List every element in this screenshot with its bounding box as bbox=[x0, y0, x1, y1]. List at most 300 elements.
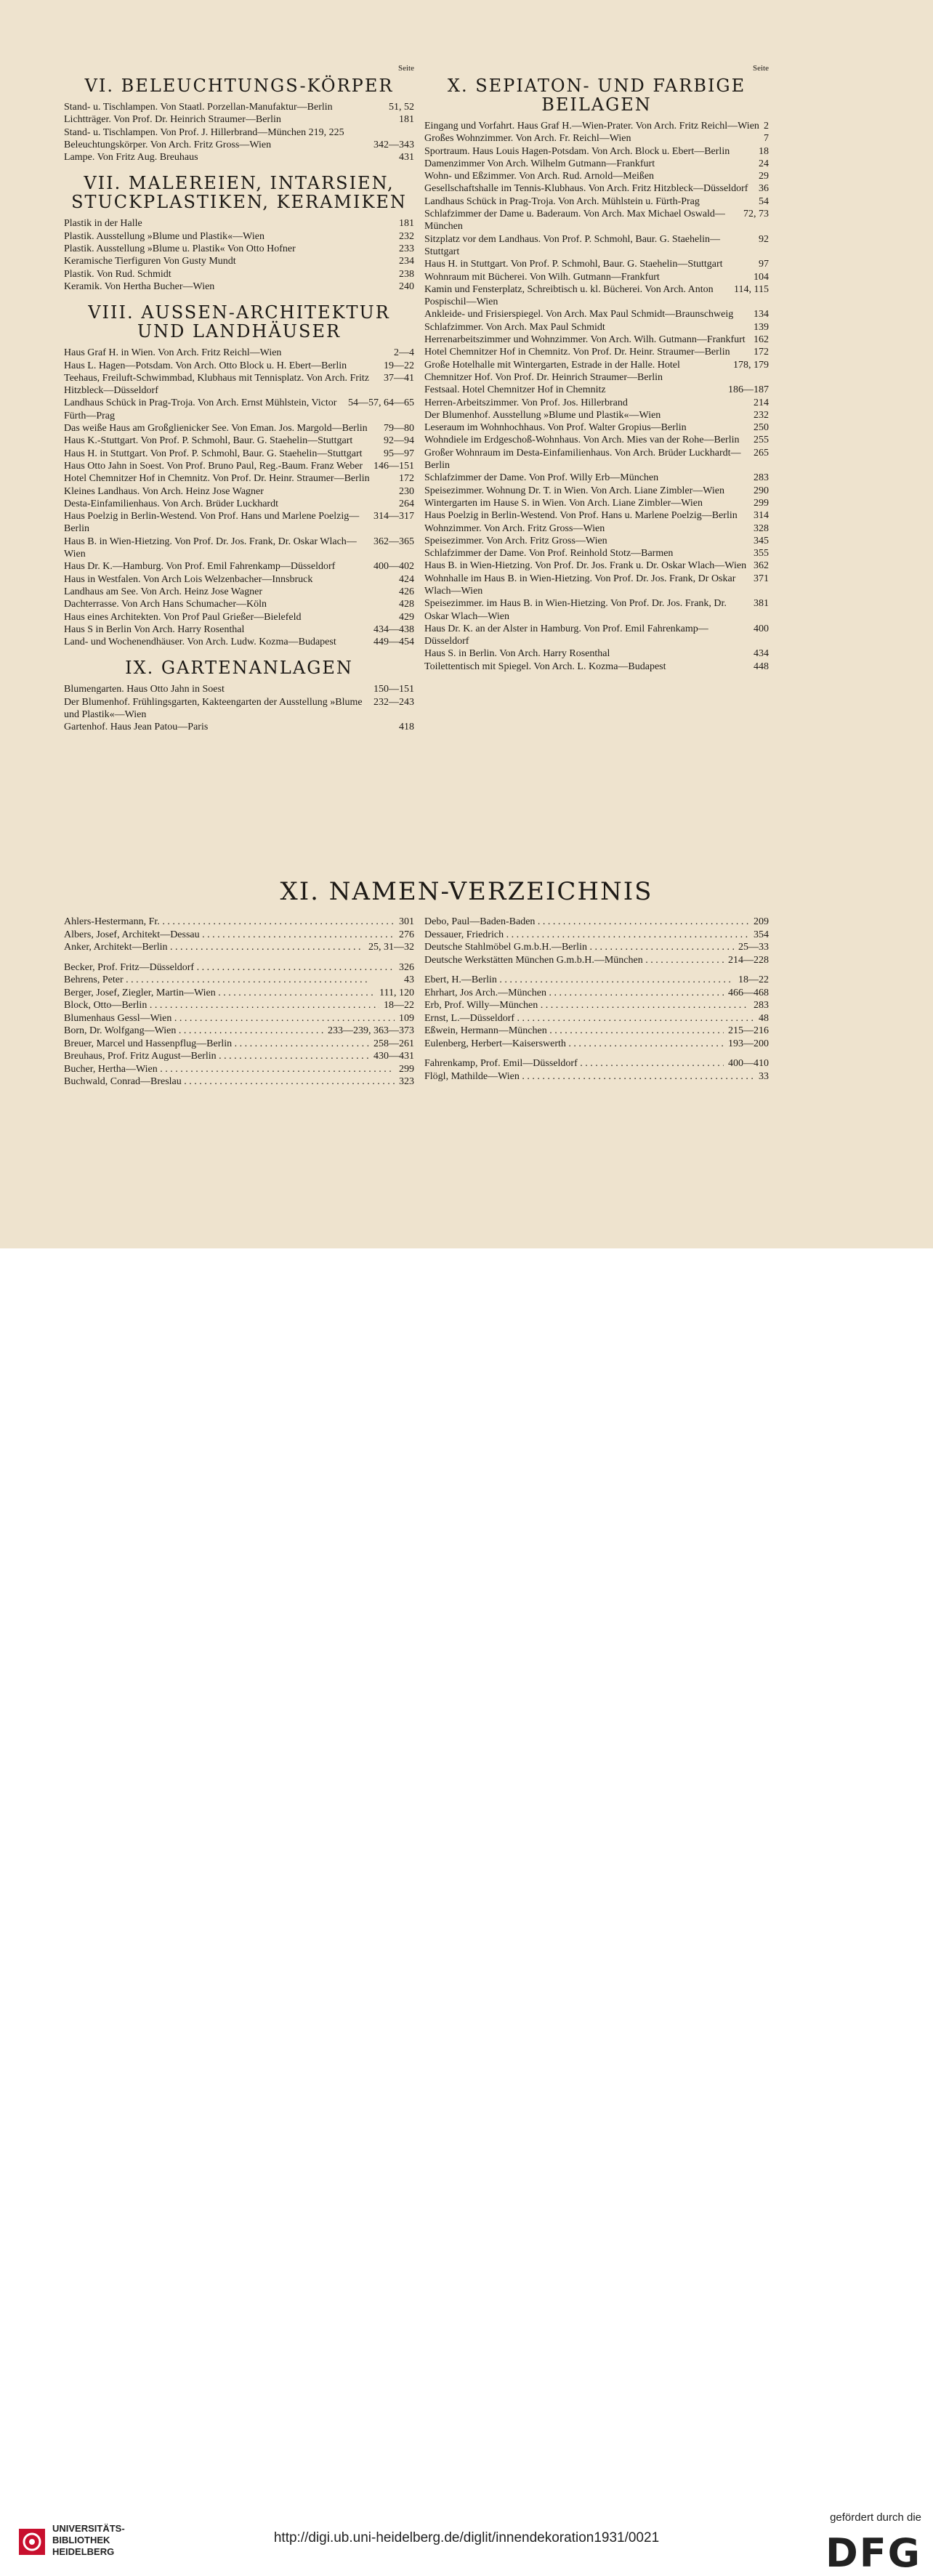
name-index-page: 109 bbox=[399, 1012, 414, 1024]
index-entry bbox=[424, 258, 769, 270]
entry-text: Haus H. in Stuttgart. Von Prof. P. Schmohl, Baur. G. Staehelin—Stuttgart bbox=[424, 259, 723, 270]
entry-text: Das weiße Haus am Großglienicker See. Von Eman. Jos. Margold—Berlin bbox=[64, 423, 368, 435]
name-index-left bbox=[64, 916, 414, 1089]
name-index-text: Ebert, H.—Berlin . . . bbox=[424, 974, 734, 987]
index-entry bbox=[424, 208, 769, 233]
entry-text: Plastik. Von Rud. Schmidt bbox=[64, 268, 171, 280]
index-entry bbox=[64, 683, 414, 695]
entry-page-number: 51, 52 bbox=[389, 102, 414, 113]
library-name-line-1: UNIVERSITÄTS- bbox=[52, 2523, 125, 2534]
entry-text: Haus Poelzig in Berlin-Westend. Von Prof. Hans und Marlene Poelzig—Berlin bbox=[64, 511, 360, 535]
name-index-text: Behrens, Peter . . . bbox=[64, 974, 400, 987]
entry-page-number: 214 bbox=[754, 397, 769, 408]
entry-page-number: 2—4 bbox=[394, 347, 414, 359]
entry-text: Haus K.-Stuttgart. Von Prof. P. Schmohl, Baur. G. Staehelin—Stuttgart bbox=[64, 435, 353, 447]
name-index-text: Becker, Prof. Fritz—Düsseldorf . . . bbox=[64, 961, 395, 974]
index-entry bbox=[64, 560, 414, 573]
name-index-page: 209 bbox=[754, 916, 769, 927]
name-index-text: Ernst, L.—Düsseldorf . . . bbox=[424, 1012, 754, 1025]
footer-bar bbox=[0, 1248, 933, 2576]
entry-text: Keramische Tierfiguren Von Gusty Mundt bbox=[64, 256, 236, 267]
index-entry bbox=[424, 472, 769, 484]
entry-page-number: 92 bbox=[759, 233, 769, 245]
source-url-link[interactable]: http://digi.ub.uni-heidelberg.de/diglit/innendekoration1931/0021 bbox=[273, 2530, 660, 2545]
entry-page-number: 233 bbox=[399, 243, 414, 255]
name-index-page: 301 bbox=[399, 916, 414, 927]
index-entry bbox=[64, 485, 414, 498]
section-heading: VIII. AUSSEN-ARCHITEKTUR UND LANDHÄUSER bbox=[88, 302, 390, 342]
index-entry bbox=[424, 308, 769, 320]
entry-text: Der Blumenhof. Ausstellung »Blume und Plastik«—Wien bbox=[424, 409, 661, 421]
name-index-page: 430—431 bbox=[373, 1051, 414, 1062]
entry-page-number: 19—22 bbox=[384, 360, 414, 371]
name-index-page: 111, 120 bbox=[379, 987, 414, 998]
name-index-entry bbox=[64, 941, 414, 954]
dfg-logo: DFG bbox=[825, 2530, 921, 2576]
index-entry bbox=[424, 447, 769, 472]
name-index-entry bbox=[64, 1063, 414, 1076]
funding-note: gefördert durch die bbox=[830, 2511, 921, 2524]
name-index-page: 326 bbox=[399, 961, 414, 973]
entry-page-number: 2 bbox=[764, 121, 769, 132]
entry-page-number: 230 bbox=[399, 485, 414, 497]
entry-page-number: 162 bbox=[754, 334, 769, 346]
index-entry bbox=[64, 510, 414, 536]
entry-page-number: 418 bbox=[399, 722, 414, 733]
entry-page-number: 250 bbox=[754, 422, 769, 434]
name-index-entry bbox=[64, 1012, 414, 1025]
name-index-entry bbox=[424, 999, 769, 1012]
name-index-page: 299 bbox=[399, 1063, 414, 1075]
name-index-text: Eulenberg, Herbert—Kaiserswerth . . . bbox=[424, 1038, 724, 1051]
entry-page-number: 7 bbox=[764, 133, 769, 145]
entry-page-number: 72, 73 bbox=[743, 209, 769, 220]
name-index-text: Debo, Paul—Baden-Baden . . . bbox=[424, 916, 749, 929]
entry-text: Großes Wohnzimmer. Von Arch. Fr. Reichl—Wien bbox=[424, 133, 631, 145]
index-entry bbox=[424, 321, 769, 334]
index-entry bbox=[424, 145, 769, 158]
library-name-line-2: BIBLIOTHEK bbox=[52, 2535, 110, 2545]
entry-text: Lichtträger. Von Prof. Dr. Heinrich Straumer—Berlin bbox=[64, 114, 281, 126]
index-entry bbox=[64, 636, 414, 648]
entry-page-number: 104 bbox=[754, 271, 769, 283]
name-index-text: Breuhaus, Prof. Fritz August—Berlin . . . bbox=[64, 1050, 369, 1063]
entry-page-number: 355 bbox=[754, 548, 769, 560]
entry-text: Kleines Landhaus. Von Arch. Heinz Jose Wagner bbox=[64, 485, 264, 497]
right-column bbox=[424, 64, 769, 680]
entry-page-number: 400 bbox=[754, 623, 769, 634]
index-entry bbox=[424, 182, 769, 195]
name-index-entry bbox=[424, 987, 769, 1000]
index-entry bbox=[64, 397, 414, 422]
name-index-page: 25—33 bbox=[738, 942, 769, 953]
name-index-entry bbox=[64, 1025, 414, 1038]
name-index-text: Born, Dr. Wolfgang—Wien . . . bbox=[64, 1025, 323, 1038]
index-entry bbox=[424, 409, 769, 421]
index-entry bbox=[424, 497, 769, 509]
section-heading: X. SEPIATON- UND FARBIGE BEILAGEN bbox=[447, 76, 746, 115]
name-index-entry bbox=[424, 1038, 769, 1051]
index-entry bbox=[424, 535, 769, 547]
entry-page-number: 186—187 bbox=[728, 384, 769, 396]
entry-page-number: 264 bbox=[399, 498, 414, 509]
entry-text: Haus H. in Stuttgart. Von Prof. P. Schmohl, Baur. G. Staehelin—Stuttgart bbox=[64, 448, 363, 459]
entry-page-number: 424 bbox=[399, 573, 414, 585]
entry-text: Sportraum. Haus Louis Hagen-Potsdam. Von Arch. Block u. Ebert—Berlin bbox=[424, 145, 730, 157]
index-entry bbox=[64, 611, 414, 623]
name-index-page: 258—261 bbox=[373, 1038, 414, 1049]
index-entry bbox=[424, 560, 769, 572]
index-entry bbox=[64, 243, 414, 255]
name-index-text: Deutsche Stahlmöbel G.m.b.H.—Berlin . . . bbox=[424, 941, 734, 954]
entry-text: Keramik. Von Hertha Bucher—Wien bbox=[64, 280, 215, 292]
index-entry bbox=[424, 359, 769, 384]
name-index-entry bbox=[64, 929, 414, 942]
index-entry bbox=[424, 384, 769, 396]
name-index-entry bbox=[424, 941, 769, 954]
entry-page-number: 299 bbox=[754, 497, 769, 509]
entry-text: Wohndiele im Erdgeschoß-Wohnhaus. Von Arch. Mies van der Rohe—Berlin bbox=[424, 435, 740, 446]
scanned-page bbox=[0, 0, 933, 1248]
library-name-line-3: HEIDELBERG bbox=[52, 2546, 115, 2557]
index-entry bbox=[64, 696, 414, 722]
name-index-page: 33 bbox=[759, 1070, 769, 1082]
name-index-text: Dessauer, Friedrich . . . bbox=[424, 929, 749, 942]
entry-text: Plastik. Ausstellung »Blume u. Plastik« Von Otto Hofner bbox=[64, 243, 296, 255]
index-entry bbox=[424, 195, 769, 208]
index-entry bbox=[424, 597, 769, 623]
index-entry bbox=[424, 283, 769, 309]
entry-page-number: 314 bbox=[754, 510, 769, 522]
name-index-entry bbox=[64, 1075, 414, 1089]
entry-page-number: 79—80 bbox=[384, 423, 414, 435]
entry-page-number: 181 bbox=[399, 218, 414, 230]
entry-page-number: 362 bbox=[754, 560, 769, 572]
entry-text: Toilettentisch mit Spiegel. Von Arch. L. Kozma—Budapest bbox=[424, 661, 666, 672]
section-heading: VI. BELEUCHTUNGS-KÖRPER bbox=[84, 76, 394, 96]
name-index-page: 400—410 bbox=[728, 1058, 769, 1069]
index-entry bbox=[64, 472, 414, 485]
name-index-page: 215—216 bbox=[728, 1025, 769, 1036]
entry-page-number: 362—365 bbox=[373, 536, 414, 547]
entry-text: Wohn- und Eßzimmer. Von Arch. Rud. Arnold—Meißen bbox=[424, 171, 655, 182]
entry-text: Leseraum im Wohnhochhaus. Von Prof. Walter Gropius—Berlin bbox=[424, 422, 687, 434]
name-index-entry bbox=[424, 929, 769, 942]
name-index-page: 43 bbox=[404, 974, 414, 985]
index-entry bbox=[424, 434, 769, 446]
name-index-page: 354 bbox=[754, 929, 769, 940]
index-entry bbox=[64, 255, 414, 267]
entry-page-number: 232 bbox=[399, 230, 414, 242]
index-entry bbox=[424, 233, 769, 259]
index-entry bbox=[424, 132, 769, 145]
name-index-entry bbox=[424, 1070, 769, 1083]
entry-text: Lampe. Von Fritz Aug. Breuhaus bbox=[64, 152, 198, 163]
name-index-text: Anker, Architekt—Berlin . . . bbox=[64, 941, 364, 954]
entry-page-number: 255 bbox=[754, 435, 769, 446]
name-index-entry bbox=[424, 916, 769, 929]
entry-page-number: 449—454 bbox=[373, 637, 414, 648]
name-index-text: Fahrenkamp, Prof. Emil—Düsseldorf . . . bbox=[424, 1057, 724, 1070]
entry-page-number: 240 bbox=[399, 280, 414, 292]
name-index-text: Breuer, Marcel und Hassenpflug—Berlin . . . bbox=[64, 1038, 369, 1051]
entry-page-number: 95—97 bbox=[384, 448, 414, 459]
index-entry bbox=[64, 280, 414, 293]
entry-page-number: 265 bbox=[754, 447, 769, 459]
entry-page-number: 134 bbox=[754, 309, 769, 320]
entry-page-number: 429 bbox=[399, 611, 414, 623]
index-entry bbox=[424, 573, 769, 598]
entry-page-number: 328 bbox=[754, 522, 769, 534]
entry-page-number: 37—41 bbox=[384, 372, 414, 384]
index-entry bbox=[64, 573, 414, 586]
index-entry bbox=[64, 448, 414, 460]
entry-page-number: 434—438 bbox=[373, 623, 414, 635]
entry-text: Gesellschaftshalle im Tennis-Klubhaus. Von Arch. Fritz Hitzbleck—Düsseldorf bbox=[424, 183, 748, 195]
entry-page-number: 345 bbox=[754, 535, 769, 546]
index-entry bbox=[424, 158, 769, 170]
entry-text: Haus in Westfalen. Von Arch Lois Welzenbacher—Innsbruck bbox=[64, 573, 313, 585]
index-entry bbox=[424, 170, 769, 182]
entry-page-number: 342—343 bbox=[373, 139, 414, 150]
entry-text: Wohnraum mit Bücherei. Von Wilh. Gutmann—Frankfurt bbox=[424, 271, 660, 283]
entry-page-number: 448 bbox=[754, 661, 769, 672]
name-index-text: Blumenhaus Gessl—Wien . . . bbox=[64, 1012, 395, 1025]
left-column bbox=[64, 64, 414, 741]
entry-text: Haus L. Hagen—Potsdam. Von Arch. Otto Block u. H. Ebert—Berlin bbox=[64, 360, 347, 371]
name-index-entry bbox=[64, 987, 414, 1000]
index-entry bbox=[424, 271, 769, 283]
entry-text: Landhaus Schück in Prag-Troja. Von Arch. Ernst Mühlstein, Victor Fürth—Prag bbox=[64, 397, 339, 421]
page-label-right: Seite bbox=[753, 64, 769, 73]
entry-page-number: 36 bbox=[759, 183, 769, 195]
name-index-page: 193—200 bbox=[728, 1038, 769, 1049]
entry-page-number: 29 bbox=[759, 171, 769, 182]
entry-text: Großer Wohnraum im Desta-Einfamilienhaus. Von Arch. Brüder Luckhardt—Berlin bbox=[424, 447, 741, 472]
entry-text: Herren-Arbeitszimmer. Von Prof. Jos. Hillerbrand bbox=[424, 397, 628, 408]
name-index-text: Flögl, Mathilde—Wien . . . bbox=[424, 1070, 754, 1083]
entry-text: Haus B. in Wien-Hietzing. Von Prof. Dr. Jos. Frank u. Dr. Oskar Wlach—Wien bbox=[424, 560, 747, 572]
name-index-entry bbox=[64, 961, 414, 974]
entry-text: Speisezimmer. Wohnung Dr. T. in Wien. Von Arch. Liane Zimbler—Wien bbox=[424, 485, 725, 496]
entry-page-number: 18 bbox=[759, 145, 769, 157]
entry-text: Haus S in Berlin Von Arch. Harry Rosenthal bbox=[64, 623, 245, 635]
entry-text: Speisezimmer. Von Arch. Fritz Gross—Wien bbox=[424, 535, 607, 546]
index-entry bbox=[424, 547, 769, 560]
entry-page-number: 371 bbox=[754, 573, 769, 584]
index-entry bbox=[64, 422, 414, 435]
entry-text: Schlafzimmer der Dame u. Baderaum. Von Arch. Max Michael Oswald—München bbox=[424, 209, 725, 233]
name-index-entry bbox=[64, 974, 414, 987]
name-index-text: Ehrhart, Jos Arch.—München . . . bbox=[424, 987, 724, 1000]
index-entry bbox=[64, 460, 414, 472]
entry-page-number: 54—57, 64—65 bbox=[348, 397, 414, 409]
entry-text: Haus Graf H. in Wien. Von Arch. Fritz Reichl—Wien bbox=[64, 347, 282, 359]
entry-text: Hotel Chemnitzer Hof in Chemnitz. Von Prof. Dr. Heinr. Straumer—Berlin bbox=[64, 473, 370, 485]
entry-page-number: 54 bbox=[759, 195, 769, 207]
entry-page-number: 234 bbox=[399, 256, 414, 267]
entry-page-number: 92—94 bbox=[384, 435, 414, 447]
entry-page-number: 232 bbox=[754, 409, 769, 421]
entry-page-number: 290 bbox=[754, 485, 769, 496]
index-entry bbox=[424, 334, 769, 346]
index-entry bbox=[64, 151, 414, 163]
entry-text: Wintergarten im Hause S. in Wien. Von Arch. Liane Zimbler—Wien bbox=[424, 497, 703, 509]
entry-text: Herrenarbeitszimmer und Wohnzimmer. Von Arch. Wilh. Gutmann—Frankfurt bbox=[424, 334, 746, 346]
entry-page-number: 431 bbox=[399, 152, 414, 163]
entry-page-number: 150—151 bbox=[373, 684, 414, 695]
index-entry bbox=[64, 435, 414, 447]
entry-page-number: 381 bbox=[754, 598, 769, 610]
entry-text: Beleuchtungskörper. Von Arch. Fritz Gross—Wien bbox=[64, 139, 272, 150]
entry-text: Stand- u. Tischlampen. Von Prof. J. Hillerbrand—München 219, 225 bbox=[64, 126, 344, 138]
index-entry bbox=[64, 101, 414, 113]
entry-text: Stand- u. Tischlampen. Von Staatl. Porzellan-Manufaktur—Berlin bbox=[64, 102, 333, 113]
name-index-page: 18—22 bbox=[738, 974, 769, 985]
entry-text: Blumengarten. Haus Otto Jahn in Soest bbox=[64, 684, 225, 695]
index-entry bbox=[64, 217, 414, 230]
entry-text: Schlafzimmer der Dame. Von Prof. Willy Erb—München bbox=[424, 472, 659, 484]
entry-text: Haus Dr. K. an der Alster in Hamburg. Von Prof. Emil Fahrenkamp—Düsseldorf bbox=[424, 623, 708, 647]
entry-text: Landhaus am See. Von Arch. Heinz Jose Wagner bbox=[64, 586, 262, 597]
name-index-text: Block, Otto—Berlin . . . bbox=[64, 999, 379, 1012]
index-entry bbox=[424, 623, 769, 648]
name-index-text: Albers, Josef, Architekt—Dessau . . . bbox=[64, 929, 395, 942]
name-index-entry bbox=[64, 1038, 414, 1051]
name-index-text: Deutsche Werkstätten München G.m.b.H.—München . . . bbox=[424, 954, 724, 967]
entry-page-number: 283 bbox=[754, 472, 769, 484]
entry-text: Haus eines Architekten. Von Prof Paul Grießer—Bielefeld bbox=[64, 611, 302, 623]
section-heading: VII. MALEREIEN, INTARSIEN, STUCKPLASTIKEN, KERAMIKEN bbox=[71, 173, 407, 213]
entry-text: Gartenhof. Haus Jean Patou—Paris bbox=[64, 722, 209, 733]
entry-page-number: 172 bbox=[399, 473, 414, 485]
index-entry bbox=[64, 126, 414, 139]
entry-text: Haus Otto Jahn in Soest. Von Prof. Bruno Paul, Reg.-Baum. Franz Weber bbox=[64, 460, 363, 472]
entry-page-number: 428 bbox=[399, 599, 414, 610]
index-entry bbox=[424, 647, 769, 660]
name-index-entry bbox=[424, 1057, 769, 1070]
entry-text: Haus Dr. K.—Hamburg. Von Prof. Emil Fahrenkamp—Düsseldorf bbox=[64, 561, 336, 573]
name-index-text: Erb, Prof. Willy—München . . . bbox=[424, 999, 749, 1012]
name-index-page: 323 bbox=[399, 1076, 414, 1087]
index-entry bbox=[64, 372, 414, 397]
entry-text: Haus Poelzig in Berlin-Westend. Von Prof. Hans u. Marlene Poelzig—Berlin bbox=[424, 510, 738, 522]
index-entry bbox=[64, 623, 414, 636]
name-index-text: Eßwein, Hermann—München . . . bbox=[424, 1025, 724, 1038]
index-entry bbox=[64, 139, 414, 151]
name-index-entry bbox=[64, 999, 414, 1012]
entry-text: Land- und Wochenendhäuser. Von Arch. Ludw. Kozma—Budapest bbox=[64, 637, 336, 648]
entry-page-number: 314—317 bbox=[373, 511, 414, 522]
index-entry bbox=[64, 113, 414, 126]
name-index-right bbox=[424, 916, 769, 1083]
entry-text: Plastik in der Halle bbox=[64, 218, 142, 230]
entry-page-number: 114, 115 bbox=[734, 283, 769, 295]
index-entry bbox=[64, 268, 414, 280]
entry-text: Teehaus, Freiluft-Schwimmbad, Klubhaus mit Tennisplatz. Von Arch. Fritz Hitzbleck—Düsseldorf bbox=[64, 372, 372, 397]
entry-page-number: 172 bbox=[754, 347, 769, 358]
name-index-page: 214—228 bbox=[728, 954, 769, 966]
entry-text: Landhaus Schück in Prag-Troja. Von Arch. Mühlstein u. Fürth-Prag bbox=[424, 195, 700, 207]
index-entry bbox=[424, 509, 769, 522]
index-entry bbox=[424, 522, 769, 535]
entry-text: Wohnzimmer. Von Arch. Fritz Gross—Wien bbox=[424, 522, 605, 534]
page-label-left: Seite bbox=[398, 64, 414, 73]
index-entry bbox=[64, 598, 414, 610]
entry-text: Wohnhalle im Haus B. in Wien-Hietzing. Von Prof. Dr. Jos. Frank, Dr Oskar Wlach—Wien bbox=[424, 573, 738, 597]
entry-page-number: 24 bbox=[759, 158, 769, 169]
entry-page-number: 426 bbox=[399, 586, 414, 597]
name-index-page: 48 bbox=[759, 1012, 769, 1024]
name-index-text: Buchwald, Conrad—Breslau . . . bbox=[64, 1075, 395, 1089]
name-index-page: 233—239, 363—373 bbox=[328, 1025, 414, 1036]
entry-page-number: 400—402 bbox=[373, 561, 414, 573]
entry-text: Damenzimmer Von Arch. Wilhelm Gutmann—Frankfurt bbox=[424, 158, 655, 169]
entry-page-number: 232—243 bbox=[373, 696, 414, 708]
entry-text: Haus S. in Berlin. Von Arch. Harry Rosenthal bbox=[424, 648, 610, 660]
entry-page-number: 139 bbox=[754, 321, 769, 333]
entry-text: Sitzplatz vor dem Landhaus. Von Prof. P. Schmohl, Baur. G. Staehelin—Stuttgart bbox=[424, 233, 721, 257]
entry-text: Schlafzimmer der Dame. Von Prof. Reinhold Stotz—Barmen bbox=[424, 548, 674, 560]
name-index-entry bbox=[424, 1025, 769, 1038]
entry-page-number: 97 bbox=[759, 259, 769, 270]
name-index-entry bbox=[424, 1012, 769, 1025]
entry-text: Plastik. Ausstellung »Blume und Plastik«—Wien bbox=[64, 230, 264, 242]
entry-text: Große Hotelhalle mit Wintergarten, Estrade in der Halle. Hotel Chemnitzer Hof. Von Prof. Dr. Heinrich Straumer—Berlin bbox=[424, 359, 683, 383]
name-index-text: Berger, Josef, Ziegler, Martin—Wien . . . bbox=[64, 987, 375, 1000]
entry-text: Ankleide- und Frisierspiegel. Von Arch. Max Paul Schmidt—Braunschweig bbox=[424, 309, 734, 320]
entry-text: Haus B. in Wien-Hietzing. Von Prof. Dr. Jos. Frank, Dr. Oskar Wlach—Wien bbox=[64, 536, 357, 560]
index-entry bbox=[424, 485, 769, 497]
entry-text: Schlafzimmer. Von Arch. Max Paul Schmidt bbox=[424, 321, 605, 333]
entry-page-number bbox=[410, 126, 414, 139]
entry-text: Hotel Chemnitzer Hof in Chemnitz. Von Prof. Dr. Heinr. Straumer—Berlin bbox=[424, 347, 730, 358]
index-entry bbox=[64, 586, 414, 598]
index-entry bbox=[424, 661, 769, 673]
index-entry bbox=[424, 346, 769, 358]
entry-page-number: 178, 179 bbox=[733, 359, 769, 371]
section-heading: IX. GARTENANLAGEN bbox=[125, 658, 353, 679]
name-index-page: 276 bbox=[399, 929, 414, 940]
entry-page-number: 181 bbox=[399, 114, 414, 126]
index-entry bbox=[424, 421, 769, 434]
name-index-page: 283 bbox=[754, 1000, 769, 1011]
name-index-entry bbox=[64, 916, 414, 929]
name-index-entry bbox=[424, 974, 769, 987]
entry-text: Kamin und Fensterplatz, Schreibtisch u. kl. Bücherei. Von Arch. Anton Pospischil—Wien bbox=[424, 283, 716, 308]
name-index-entry bbox=[64, 1050, 414, 1063]
name-index-entry bbox=[424, 954, 769, 967]
index-entry bbox=[64, 230, 414, 243]
entry-text: Festsaal. Hotel Chemnitzer Hof in Chemnitz bbox=[424, 384, 606, 396]
name-index-text: Ahlers-Hestermann, Fr. . . . bbox=[64, 916, 395, 929]
index-entry bbox=[64, 536, 414, 561]
name-index-page: 25, 31—32 bbox=[368, 942, 414, 953]
index-entry bbox=[64, 360, 414, 372]
entry-text: Eingang und Vorfahrt. Haus Graf H.—Wien-Prater. Von Arch. Fritz Reichl—Wien bbox=[424, 121, 759, 132]
entry-page-number: 434 bbox=[754, 648, 769, 660]
index-entry bbox=[64, 721, 414, 733]
entry-text: Desta-Einfamilienhaus. Von Arch. Brüder Luckhardt bbox=[64, 498, 278, 509]
index-title: XI. NAMEN-VERZEICHNIS bbox=[280, 877, 653, 906]
index-entry bbox=[64, 347, 414, 359]
name-index-text: Bucher, Hertha—Wien . . . bbox=[64, 1063, 395, 1076]
entry-page-number: 146—151 bbox=[373, 460, 414, 472]
name-index-page: 18—22 bbox=[384, 1000, 414, 1011]
entry-text: Dachterrasse. Von Arch Hans Schumacher—Köln bbox=[64, 599, 267, 610]
index-entry bbox=[424, 120, 769, 132]
name-index-page: 466—468 bbox=[728, 987, 769, 998]
